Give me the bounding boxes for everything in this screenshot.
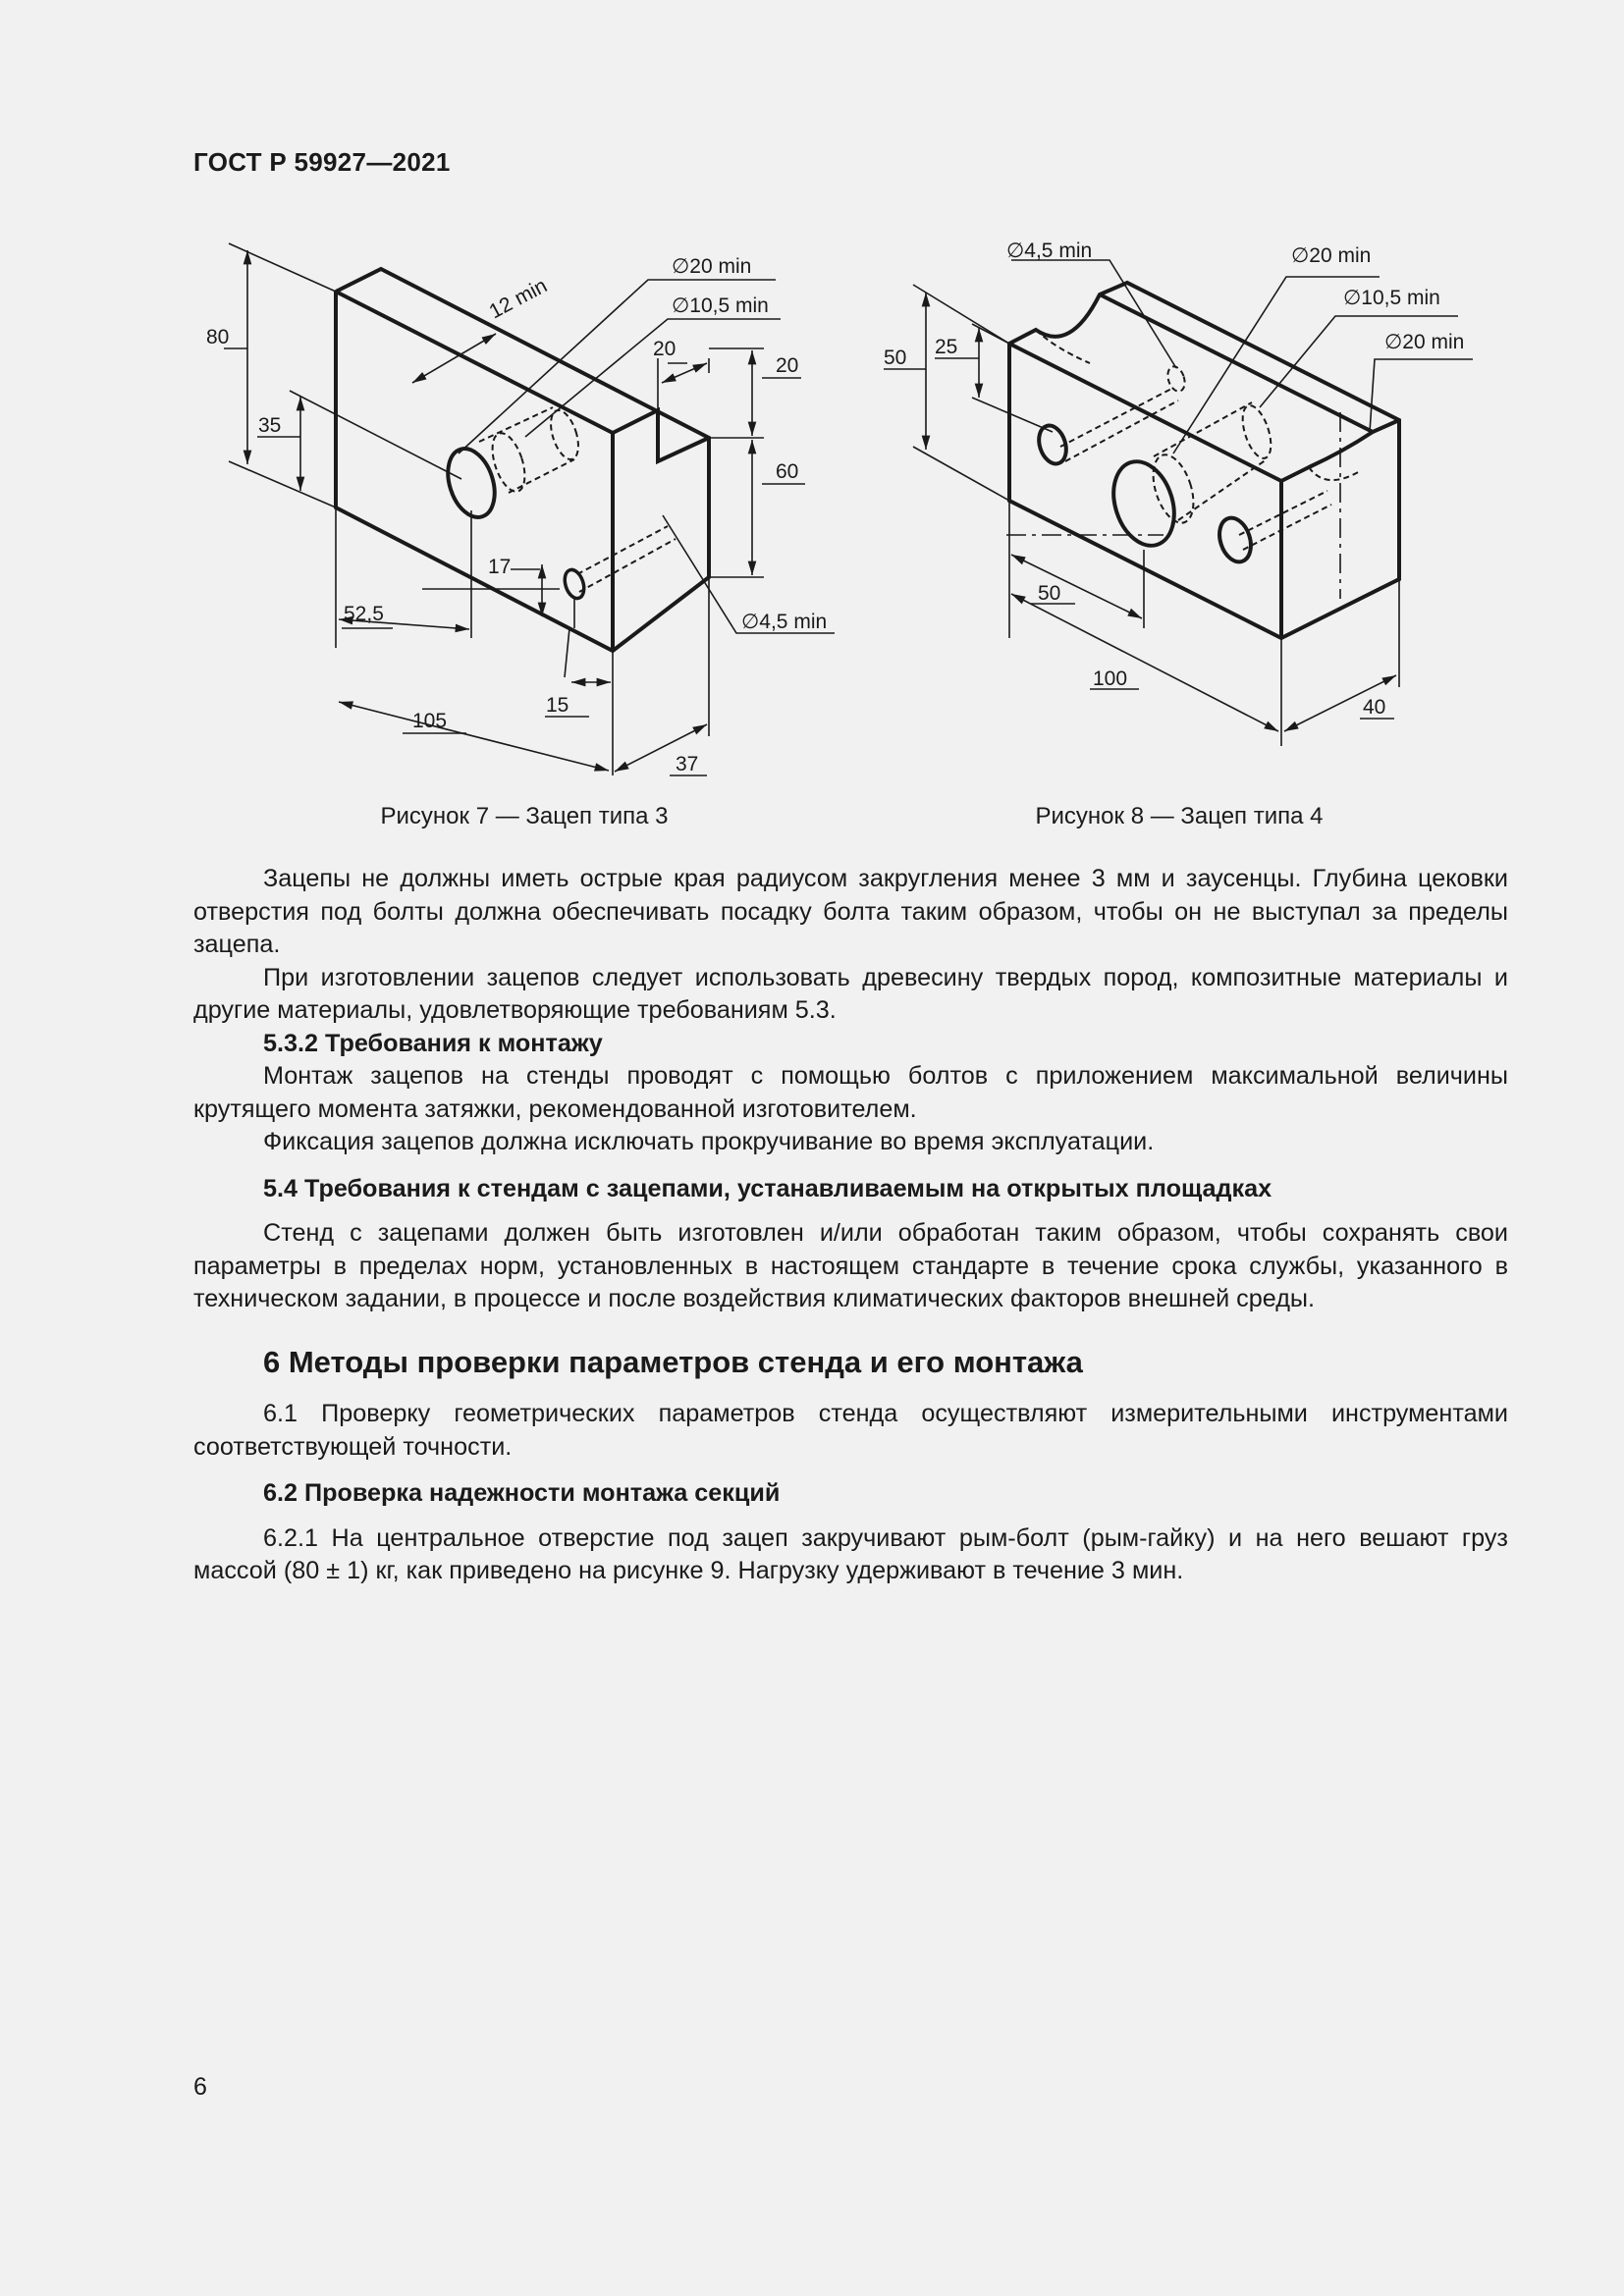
figure-7-drawing [206,243,835,775]
fig8-dim-d105: ∅10,5 min [1343,287,1440,309]
figures-area [0,0,1624,864]
heading-section-6: 6 Методы проверки параметров стенда и его монтажа [263,1344,1083,1379]
heading-5-3-2: 5.3.2 Требования к монтажу [263,1029,603,1057]
figure-8-drawing [884,240,1473,746]
figure-8-caption: Рисунок 8 — Зацеп типа 4 [1035,803,1324,829]
fig7-dim-12min: 12 min [485,274,552,324]
heading-6-2: 6.2 Проверка надежности монтажа секций [263,1479,781,1507]
fig7-dim-d105: ∅10,5 min [672,294,769,317]
fig8-dim-40: 40 [1363,696,1386,719]
fig7-dim-17: 17 [488,556,512,578]
fig7-dim-20b: 20 [776,354,799,377]
figure-7-caption: Рисунок 7 — Зацеп типа 3 [380,803,669,829]
fig8-dim-50: 50 [884,347,907,369]
page-number: 6 [193,2073,207,2101]
paragraph-hooks-edges: Зацепы не должны иметь острые края радиусом закругления менее 3 мм и заусенцы. Глубина цековки отверстия под болты должна обеспечивать посадку болта таким образом, чтобы он не выступал за пределы зацепа. [193,865,1508,958]
fig8-dim-50b: 50 [1038,582,1061,605]
heading-5-4: 5.4 Требования к стендам с зацепами, устанавливаемым на открытых площадках [263,1174,1272,1202]
fig7-dim-105: 105 [412,710,448,732]
fig7-dim-d20: ∅20 min [672,255,752,278]
paragraph-hooks-materials: При изготовлении зацепов следует использовать древесину твердых пород, композитные материалы и другие материалы, удовлетворяющие требованиям 5.3. [193,963,1508,1024]
paragraph-mounting: Монтаж зацепов на стенды проводят с помощью болтов с приложением максимальной величины крутящего момента затяжки, рекомендованной изготовителем. [193,1062,1508,1123]
body-text [193,863,1508,1588]
fig7-dim-20a: 20 [653,338,677,360]
paragraph-fixation: Фиксация зацепов должна исключать прокручивание во время эксплуатации. [263,1128,1155,1155]
technical-drawings [0,0,1624,864]
fig7-dim-15: 15 [546,694,569,717]
fig8-dim-d45: ∅4,5 min [1006,240,1093,262]
fig7-dim-37: 37 [676,753,699,775]
fig7-dim-d45: ∅4,5 min [741,611,828,633]
fig8-dim-d20b: ∅20 min [1384,331,1465,353]
paragraph-6-2-1: 6.2.1 На центральное отверстие под зацеп закручивают рым-болт (рым-гайку) и на него вешают груз массой (80 ± 1) кг, как приведено на рисунке 9. Нагрузку удерживают в течение 3 мин. [193,1523,1508,1584]
fig7-dim-52-5: 52,5 [344,603,384,625]
fig7-dim-80: 80 [206,326,230,348]
paragraph-outdoor-stands: Стенд с зацепами должен быть изготовлен и/или обработан таким образом, чтобы сохранять свои параметры в пределах норм, установленных в настоящем стандарте в течение срока службы, указанного в техническом задании, в процессе и после воздействия климатических факторов внешней среды. [193,1219,1508,1312]
document-id: ГОСТ Р 59927—2021 [193,147,451,177]
fig8-dim-d20a: ∅20 min [1291,244,1372,267]
fig7-dim-60: 60 [776,460,799,483]
fig8-dim-25: 25 [935,336,958,358]
fig7-dim-35: 35 [258,414,282,437]
paragraph-6-1: 6.1 Проверку геометрических параметров стенда осуществляют измерительными инструментами соответствующей точности. [193,1400,1508,1461]
fig8-dim-100: 100 [1093,667,1128,690]
